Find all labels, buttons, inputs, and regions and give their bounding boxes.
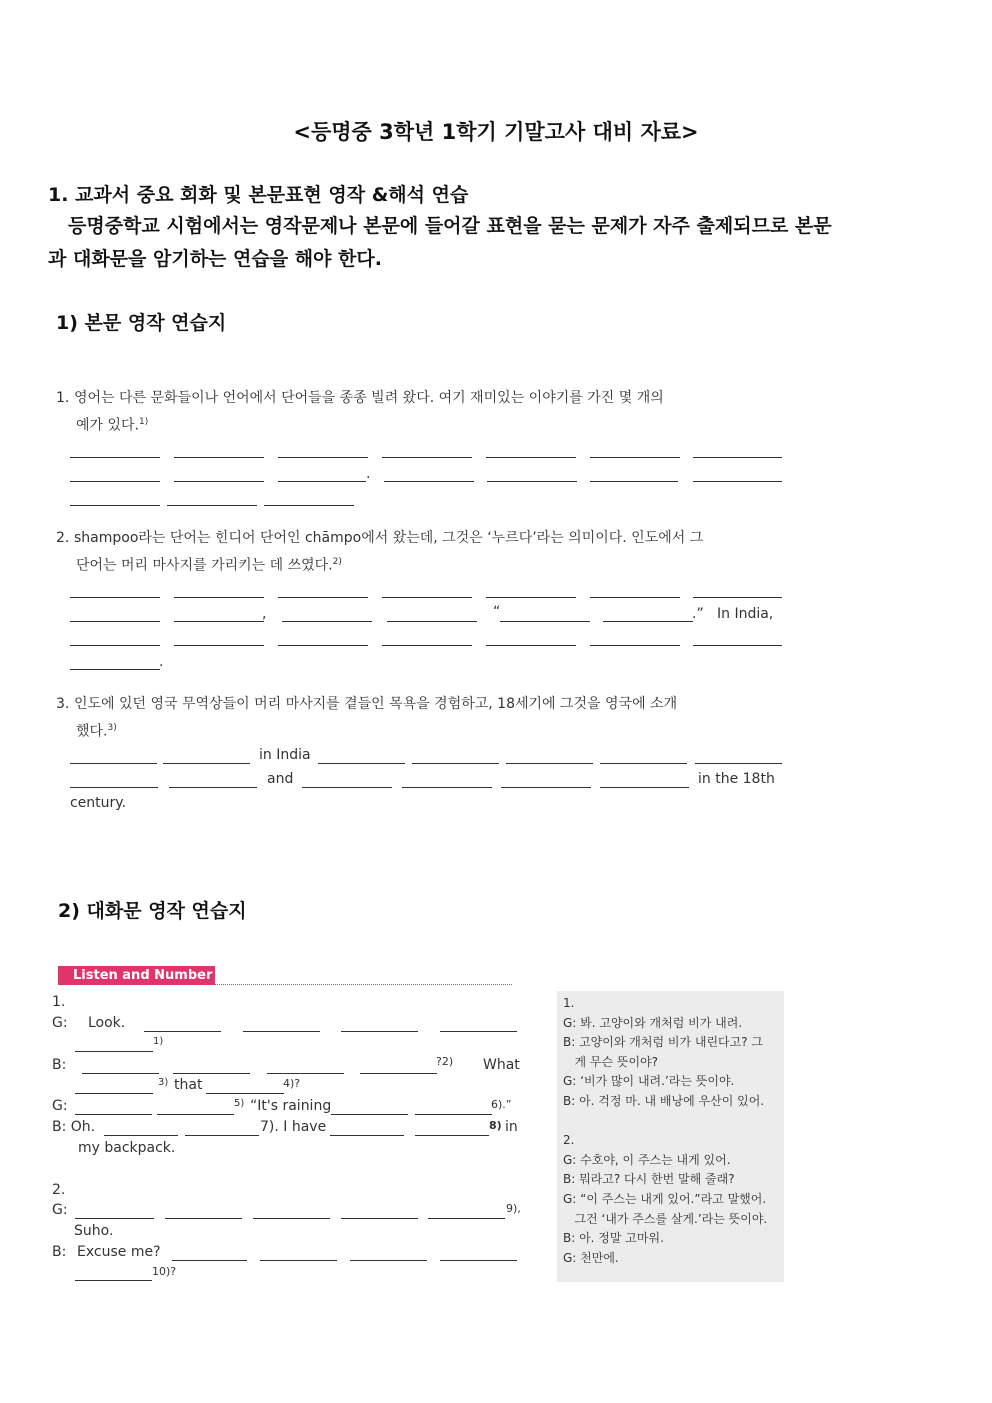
answer-blank[interactable] bbox=[163, 763, 250, 764]
answer-blank[interactable] bbox=[169, 787, 257, 788]
speaker-label: B: bbox=[52, 1057, 67, 1073]
answer-blank[interactable] bbox=[693, 457, 782, 458]
dialogue-text: “It's raining bbox=[250, 1098, 332, 1114]
footnote-ref: 4)? bbox=[283, 1077, 301, 1090]
speaker-label: B: Oh. bbox=[52, 1119, 96, 1135]
answer-blank[interactable] bbox=[428, 1218, 505, 1219]
answer-blank[interactable] bbox=[590, 457, 680, 458]
answer-blank[interactable] bbox=[487, 481, 577, 482]
translation-line: B: 아. 걱정 마. 내 배낭에 우산이 있어. bbox=[563, 1093, 765, 1108]
answer-blank[interactable] bbox=[75, 1051, 153, 1052]
intro-line-2: 과 대화문을 암기하는 연습을 해야 한다. bbox=[48, 248, 382, 270]
dialogue-text: in bbox=[505, 1119, 518, 1135]
question-number: 1. bbox=[56, 390, 70, 406]
answer-blank[interactable] bbox=[75, 1093, 153, 1094]
question-text-2: 예가 있다. bbox=[76, 417, 139, 434]
answer-blank[interactable] bbox=[75, 1114, 152, 1115]
footnote-ref: 9), bbox=[506, 1202, 521, 1215]
answer-blank[interactable] bbox=[174, 645, 264, 646]
dialogue-text: Suho. bbox=[74, 1223, 114, 1239]
answer-blank[interactable] bbox=[70, 505, 160, 506]
answer-blank[interactable] bbox=[70, 645, 160, 646]
answer-blank[interactable] bbox=[384, 481, 474, 482]
dialogue-text: my backpack. bbox=[78, 1140, 176, 1156]
question-text-2: 했다. bbox=[76, 723, 108, 740]
translation-line: B: 아. 정말 고마워. bbox=[563, 1231, 664, 1246]
answer-blank[interactable] bbox=[415, 1135, 489, 1136]
answer-blank[interactable] bbox=[167, 505, 257, 506]
footnote-ref: 6).” bbox=[491, 1098, 512, 1111]
answer-blank[interactable] bbox=[402, 787, 492, 788]
footnote-ref: 5) bbox=[234, 1098, 245, 1109]
translation-line: G: 천만에. bbox=[563, 1250, 619, 1265]
answer-blank[interactable] bbox=[174, 597, 264, 598]
answer-blank[interactable] bbox=[387, 621, 477, 622]
answer-blank[interactable] bbox=[185, 1135, 259, 1136]
answer-blank[interactable] bbox=[590, 597, 680, 598]
answer-blank[interactable] bbox=[590, 481, 678, 482]
answer-blank[interactable] bbox=[174, 481, 264, 482]
answer-blank[interactable] bbox=[75, 1280, 152, 1281]
answer-blank[interactable] bbox=[302, 787, 392, 788]
answer-blank[interactable] bbox=[693, 481, 782, 482]
answer-blank[interactable] bbox=[174, 457, 264, 458]
answer-blank[interactable] bbox=[695, 763, 782, 764]
speaker-label: B: bbox=[52, 1244, 67, 1260]
answer-blank[interactable] bbox=[693, 597, 782, 598]
question-number: 3. bbox=[56, 696, 70, 712]
answer-blank[interactable] bbox=[172, 1260, 247, 1261]
answer-blank[interactable] bbox=[486, 645, 576, 646]
answer-blank[interactable] bbox=[70, 763, 157, 764]
answer-blank[interactable] bbox=[318, 763, 405, 764]
footnote-ref: 8) bbox=[489, 1119, 502, 1132]
footnote-ref: 2) bbox=[332, 557, 342, 567]
punctuation: , bbox=[262, 606, 267, 622]
punctuation: .” bbox=[692, 606, 704, 622]
answer-blank[interactable] bbox=[278, 457, 368, 458]
answer-blank[interactable] bbox=[278, 481, 366, 482]
question-1 bbox=[56, 386, 782, 438]
answer-blank[interactable] bbox=[382, 597, 472, 598]
answer-blank[interactable] bbox=[350, 1260, 427, 1261]
answer-blank[interactable] bbox=[341, 1218, 418, 1219]
translation-line: G: 수호야, 이 주스는 내게 있어. bbox=[563, 1152, 731, 1167]
speaker-label: G: bbox=[52, 1098, 68, 1114]
page-title: <등명중 3학년 1학기 기말고사 대비 자료> bbox=[293, 120, 699, 144]
answer-word: and bbox=[267, 771, 294, 787]
answer-blank[interactable] bbox=[278, 597, 368, 598]
answer-blank[interactable] bbox=[206, 1093, 284, 1094]
translation-line: 2. bbox=[563, 1133, 575, 1148]
answer-blank[interactable] bbox=[70, 457, 160, 458]
answer-blank[interactable] bbox=[70, 621, 160, 622]
answer-blank[interactable] bbox=[486, 457, 576, 458]
dialogue-1-number: 1. bbox=[52, 994, 66, 1010]
answer-blank[interactable] bbox=[253, 1218, 330, 1219]
translation-line: 1. bbox=[563, 996, 575, 1010]
answer-blank[interactable] bbox=[603, 621, 693, 622]
translation-line bbox=[563, 1112, 778, 1132]
intro-line-1: 등명중학교 시험에서는 영작문제나 본문에 들어갈 표현을 묻는 문제가 자주 출제되므로 본문 bbox=[68, 215, 832, 237]
question-3 bbox=[56, 692, 782, 744]
answer-blank[interactable] bbox=[360, 1073, 437, 1074]
answer-blank[interactable] bbox=[331, 1114, 408, 1115]
answer-blank[interactable] bbox=[82, 1073, 159, 1074]
answer-blank[interactable] bbox=[70, 787, 158, 788]
answer-blank[interactable] bbox=[486, 597, 576, 598]
answer-blank[interactable] bbox=[70, 481, 160, 482]
answer-blank[interactable] bbox=[260, 1260, 337, 1261]
translation-line: 그건 ‘내가 주스를 살게.’라는 뜻이야. bbox=[563, 1211, 768, 1226]
dialogue-2-number: 2. bbox=[52, 1182, 66, 1198]
footnote-ref: 1) bbox=[139, 417, 149, 427]
translation-line: B: 뭐라고? 다시 한번 말해 줄래? bbox=[563, 1172, 735, 1187]
speaker-label: G: bbox=[52, 1015, 68, 1031]
answer-blank[interactable] bbox=[415, 1114, 492, 1115]
answer-blank[interactable] bbox=[501, 787, 591, 788]
answer-blank[interactable] bbox=[412, 763, 499, 764]
dialogue-text: that bbox=[174, 1077, 203, 1093]
korean-translation-box bbox=[557, 991, 784, 1282]
answer-blank[interactable] bbox=[506, 763, 593, 764]
answer-blank[interactable] bbox=[693, 645, 782, 646]
answer-blank[interactable] bbox=[440, 1031, 517, 1032]
dialogue-text: Excuse me? bbox=[77, 1244, 161, 1260]
punctuation: . bbox=[366, 466, 371, 482]
footnote-ref: 10)? bbox=[152, 1265, 177, 1278]
section-heading: 1. 교과서 중요 회화 및 본문표현 영작 &해석 연습 bbox=[48, 184, 469, 206]
answer-blank[interactable] bbox=[590, 645, 680, 646]
answer-blank[interactable] bbox=[75, 1218, 154, 1219]
answer-blank[interactable] bbox=[440, 1260, 517, 1261]
answer-blank[interactable] bbox=[341, 1031, 418, 1032]
speaker-label: G: bbox=[52, 1202, 68, 1218]
intro-paragraph bbox=[48, 210, 948, 276]
answer-blank[interactable] bbox=[243, 1031, 320, 1032]
dialogue-text: What bbox=[483, 1057, 520, 1073]
answer-blank[interactable] bbox=[600, 787, 689, 788]
translation-line: G: 봐. 고양이와 개처럼 비가 내려. bbox=[563, 1015, 743, 1030]
answer-blank[interactable] bbox=[267, 1073, 344, 1074]
answer-word: in India bbox=[259, 747, 311, 763]
answer-blank[interactable] bbox=[382, 457, 472, 458]
punctuation: . bbox=[159, 654, 164, 670]
answer-word: In India, bbox=[717, 606, 774, 622]
translation-line: 게 무슨 뜻이야? bbox=[563, 1054, 658, 1069]
question-text: 영어는 다른 문화들이나 언어에서 단어들을 종종 빌려 왔다. 여기 재미있는 이야기를 가진 몇 개의 bbox=[74, 390, 664, 406]
answer-blank[interactable] bbox=[70, 597, 160, 598]
answer-blank[interactable] bbox=[157, 1114, 234, 1115]
punctuation: “ bbox=[493, 604, 501, 620]
answer-blank[interactable] bbox=[174, 621, 264, 622]
footnote-ref: 1) bbox=[153, 1036, 164, 1047]
part1-heading: 1) 본문 영작 연습지 bbox=[56, 312, 227, 334]
answer-blank[interactable] bbox=[600, 763, 687, 764]
listen-and-number-banner: Listen and Number bbox=[58, 966, 215, 985]
footnote-ref: ?2) bbox=[436, 1055, 454, 1068]
footnote-ref: 3) bbox=[158, 1077, 169, 1088]
question-text: shampoo라는 단어는 힌디어 단어인 chāmpo에서 왔는데, 그것은 ‘누르다’라는 의미이다. 인도에서 그 bbox=[74, 530, 704, 546]
answer-blank[interactable] bbox=[70, 669, 160, 670]
answer-blank[interactable] bbox=[165, 1218, 242, 1219]
answer-blank[interactable] bbox=[282, 621, 372, 622]
dialogue-text: 7). I have bbox=[260, 1119, 327, 1135]
answer-word: century. bbox=[70, 795, 127, 811]
answer-blank[interactable] bbox=[278, 645, 368, 646]
answer-blank[interactable] bbox=[500, 621, 590, 622]
answer-blank[interactable] bbox=[382, 645, 472, 646]
question-2 bbox=[56, 526, 782, 578]
footnote-ref: 3) bbox=[107, 723, 117, 733]
answer-blank[interactable] bbox=[104, 1135, 178, 1136]
answer-blank[interactable] bbox=[330, 1135, 404, 1136]
answer-blank[interactable] bbox=[173, 1073, 250, 1074]
answer-blank[interactable] bbox=[144, 1031, 221, 1032]
translation-line: G: ‘비가 많이 내려.’라는 뜻이야. bbox=[563, 1074, 735, 1089]
answer-word: in the 18th bbox=[698, 771, 775, 787]
question-text-2: 단어는 머리 마사지를 가리키는 데 쓰였다. bbox=[76, 557, 333, 574]
part2-heading: 2) 대화문 영작 연습지 bbox=[58, 900, 247, 922]
question-number: 2. bbox=[56, 530, 70, 546]
question-text: 인도에 있던 영국 무역상들이 머리 마사지를 곁들인 목욕을 경험하고, 18세기에 그것을 영국에 소개 bbox=[74, 696, 678, 712]
answer-blank[interactable] bbox=[264, 505, 354, 506]
dialogue-text: Look. bbox=[88, 1015, 126, 1031]
translation-line: G: “이 주스는 내게 있어.”라고 말했어. bbox=[563, 1191, 767, 1206]
translation-line: B: 고양이와 개처럼 비가 내린다고? 그 bbox=[563, 1035, 764, 1050]
banner-dotted-rule bbox=[215, 984, 512, 985]
